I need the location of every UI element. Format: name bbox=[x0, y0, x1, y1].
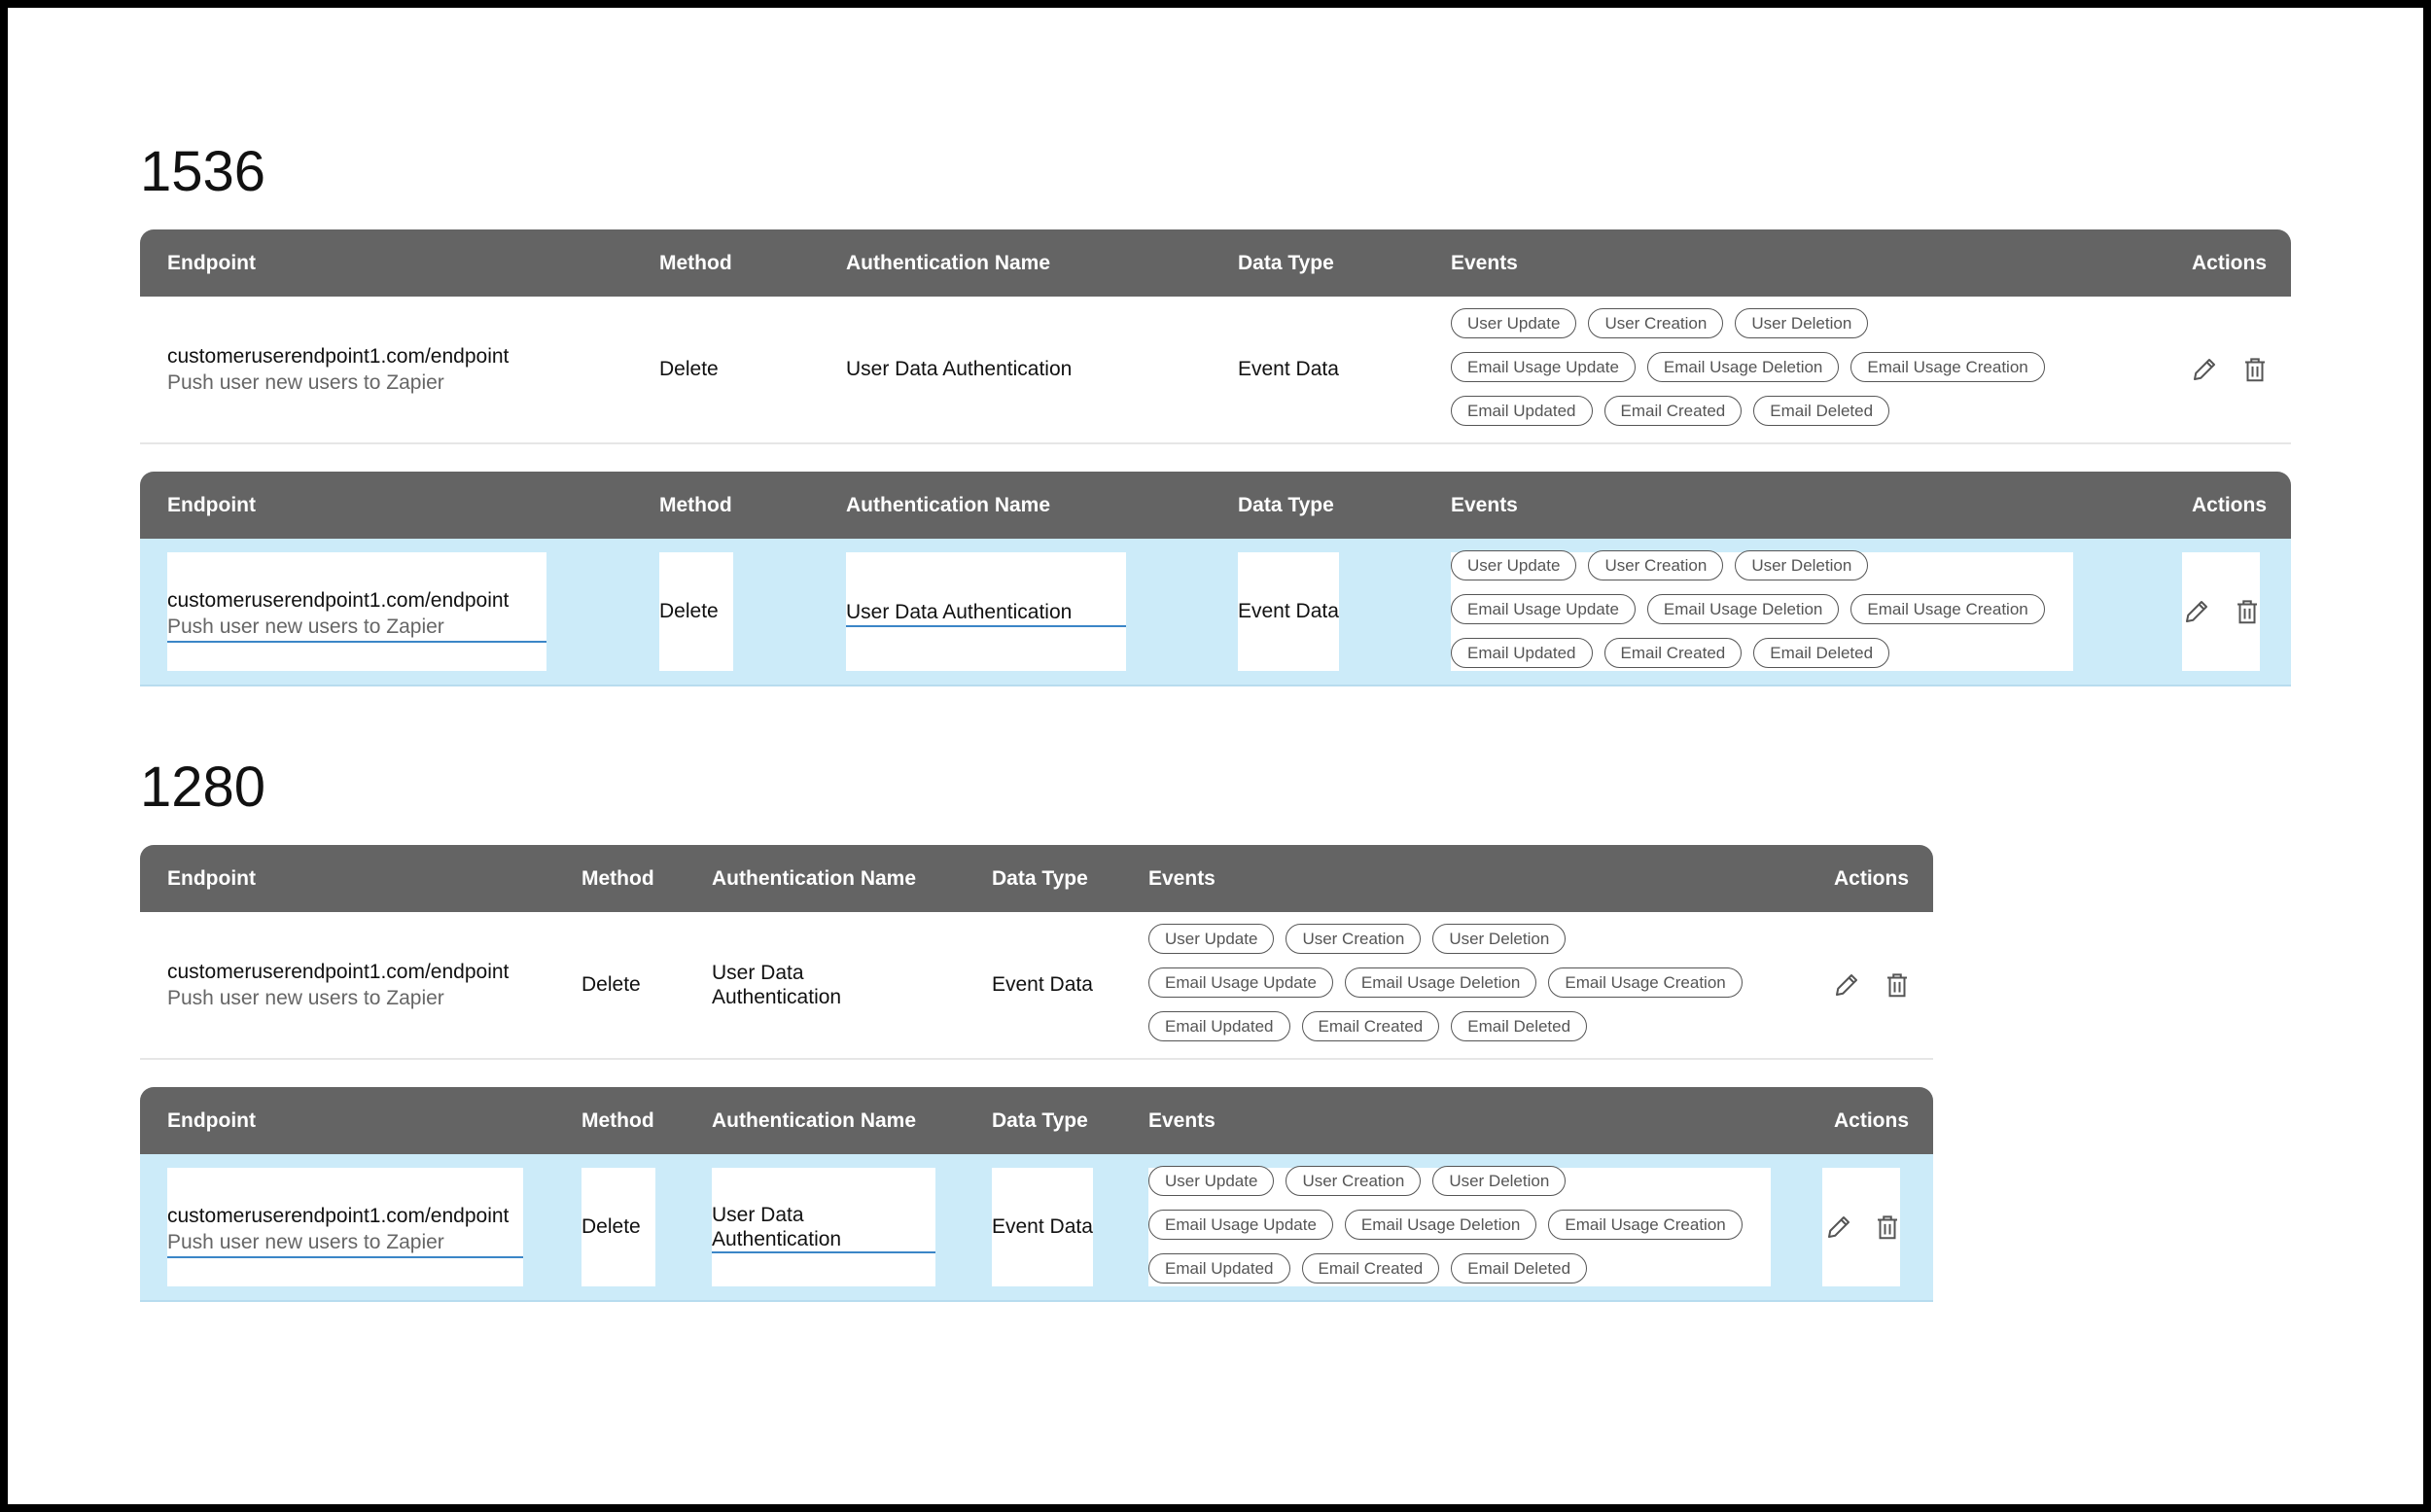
event-chip: User Update bbox=[1148, 924, 1274, 954]
event-chip-row bbox=[1148, 1253, 1743, 1285]
event-chip: User Deletion bbox=[1735, 308, 1868, 338]
event-chip[interactable]: Email Usage Deletion bbox=[1647, 594, 1839, 624]
data-type-cell: Event Data bbox=[1238, 358, 1339, 380]
event-chip[interactable]: User Update bbox=[1148, 1166, 1274, 1196]
event-chip[interactable]: Email Usage Update bbox=[1451, 594, 1636, 624]
event-chip-row bbox=[1148, 1210, 1743, 1242]
table-header bbox=[140, 472, 2291, 539]
event-chip[interactable]: Email Updated bbox=[1451, 638, 1593, 668]
header-events[interactable]: Events bbox=[1451, 252, 1518, 274]
auth-name-line: Authentication bbox=[712, 1228, 842, 1250]
event-chip-row bbox=[1451, 550, 2045, 582]
event-chip: User Update bbox=[1451, 308, 1576, 338]
webhook-table-edit bbox=[140, 1087, 1933, 1302]
trash-icon[interactable] bbox=[1883, 970, 1912, 1000]
header-endpoint[interactable]: Endpoint bbox=[167, 494, 256, 516]
event-chip: User Creation bbox=[1588, 308, 1723, 338]
method-select[interactable]: Delete bbox=[659, 552, 733, 671]
webhook-table bbox=[140, 229, 2291, 444]
header-endpoint[interactable]: Endpoint bbox=[167, 252, 256, 274]
data-type-select[interactable]: Event Data bbox=[1238, 552, 1339, 671]
endpoint-cell bbox=[167, 310, 556, 429]
event-chip: Email Created bbox=[1302, 1011, 1440, 1041]
section-title: 1280 bbox=[140, 756, 266, 819]
table-header bbox=[140, 845, 1933, 912]
endpoint-url: customeruserendpoint1.com/endpoint bbox=[167, 589, 510, 612]
event-chip[interactable]: Email Deleted bbox=[1753, 638, 1889, 668]
table-row-editing bbox=[140, 539, 2291, 686]
method-cell: Delete bbox=[659, 358, 719, 380]
event-chip-row bbox=[1148, 1166, 1743, 1198]
event-chip[interactable]: Email Usage Deletion bbox=[1345, 1210, 1536, 1240]
header-actions: Actions bbox=[2192, 494, 2268, 516]
event-chip: Email Usage Update bbox=[1451, 352, 1636, 382]
auth-name-line: User Data bbox=[712, 1204, 804, 1226]
header-events[interactable]: Events bbox=[1148, 867, 1216, 890]
auth-name-cell: User Data Authentication bbox=[846, 358, 1073, 380]
header-method[interactable]: Method bbox=[581, 1109, 654, 1132]
event-chip-row bbox=[1148, 924, 1743, 956]
header-auth-name[interactable]: Authentication Name bbox=[712, 1109, 917, 1132]
header-data-type[interactable]: Data Type bbox=[1238, 494, 1334, 516]
header-endpoint[interactable]: Endpoint bbox=[167, 1109, 256, 1132]
event-chip-row bbox=[1451, 308, 2045, 340]
webhook-table bbox=[140, 845, 1933, 1060]
endpoint-description: Push user new users to Zapier bbox=[167, 615, 444, 638]
event-chip: Email Usage Creation bbox=[1548, 967, 1742, 998]
event-chip[interactable]: User Creation bbox=[1286, 1166, 1421, 1196]
header-auth-name[interactable]: Authentication Name bbox=[846, 252, 1051, 274]
event-chip: Email Usage Creation bbox=[1850, 352, 2044, 382]
event-chip-row bbox=[1148, 1011, 1743, 1043]
table-header bbox=[140, 229, 2291, 297]
event-chip-row bbox=[1451, 352, 2045, 384]
event-chip: Email Usage Deletion bbox=[1647, 352, 1839, 382]
header-events[interactable]: Events bbox=[1451, 494, 1518, 516]
method-cell: Delete bbox=[581, 973, 641, 996]
events-cell bbox=[1451, 308, 2045, 440]
header-method[interactable]: Method bbox=[581, 867, 654, 890]
event-chip[interactable]: Email Created bbox=[1604, 638, 1743, 668]
table-row bbox=[140, 297, 2291, 444]
pencil-icon[interactable] bbox=[2190, 355, 2219, 384]
event-chip[interactable]: Email Usage Update bbox=[1148, 1210, 1333, 1240]
header-data-type[interactable]: Data Type bbox=[1238, 252, 1334, 274]
table-row-editing bbox=[140, 1154, 1933, 1302]
event-chip: Email Updated bbox=[1148, 1011, 1290, 1041]
event-chip[interactable]: User Deletion bbox=[1432, 1166, 1566, 1196]
event-chip-row bbox=[1148, 967, 1743, 1000]
endpoint-url: customeruserendpoint1.com/endpoint bbox=[167, 1205, 510, 1227]
event-chip: User Creation bbox=[1286, 924, 1421, 954]
events-cell bbox=[1148, 924, 1743, 1055]
actions-cell bbox=[1822, 1168, 1900, 1286]
trash-icon[interactable] bbox=[2233, 597, 2262, 626]
pencil-icon[interactable] bbox=[1832, 970, 1861, 1000]
table-row bbox=[140, 912, 1933, 1060]
event-chip: Email Deleted bbox=[1753, 396, 1889, 426]
event-chip[interactable]: Email Usage Creation bbox=[1548, 1210, 1742, 1240]
event-chip-row bbox=[1451, 396, 2045, 428]
header-auth-name[interactable]: Authentication Name bbox=[846, 494, 1051, 516]
endpoint-url: customeruserendpoint1.com/endpoint bbox=[167, 345, 510, 368]
section-title: 1536 bbox=[140, 140, 266, 203]
canvas bbox=[8, 8, 2423, 1504]
event-chip[interactable]: User Creation bbox=[1588, 550, 1723, 580]
method-select[interactable]: Delete bbox=[581, 1168, 655, 1286]
header-actions: Actions bbox=[2192, 252, 2268, 274]
header-auth-name[interactable]: Authentication Name bbox=[712, 867, 917, 890]
event-chip: Email Usage Deletion bbox=[1345, 967, 1536, 998]
event-chip: Email Created bbox=[1604, 396, 1743, 426]
event-chip-row bbox=[1451, 594, 2045, 626]
event-chip: Email Updated bbox=[1451, 396, 1593, 426]
event-chip[interactable]: Email Created bbox=[1302, 1253, 1440, 1283]
event-chip: Email Usage Update bbox=[1148, 967, 1333, 998]
event-chip-row bbox=[1451, 638, 2045, 670]
data-type-select[interactable]: Event Data bbox=[992, 1168, 1093, 1286]
event-chip[interactable]: User Update bbox=[1451, 550, 1576, 580]
header-events[interactable]: Events bbox=[1148, 1109, 1216, 1132]
endpoint-description: Push user new users to Zapier bbox=[167, 987, 444, 1009]
auth-name-input[interactable] bbox=[846, 552, 1126, 671]
endpoint-url: customeruserendpoint1.com/endpoint bbox=[167, 961, 510, 983]
endpoint-input[interactable] bbox=[167, 1168, 523, 1286]
auth-name-value: User Data Authentication bbox=[846, 599, 1126, 627]
endpoint-description: Push user new users to Zapier bbox=[167, 371, 444, 394]
header-actions: Actions bbox=[1834, 867, 1910, 890]
auth-name-cell bbox=[712, 926, 841, 1044]
endpoint-cell bbox=[167, 926, 556, 1044]
webhook-table-edit bbox=[140, 472, 2291, 686]
event-chip: User Deletion bbox=[1432, 924, 1566, 954]
auth-name-value bbox=[712, 1203, 935, 1253]
trash-icon[interactable] bbox=[2240, 355, 2270, 384]
endpoint-description: Push user new users to Zapier bbox=[167, 1231, 444, 1253]
data-type-cell: Event Data bbox=[992, 973, 1093, 996]
table-header bbox=[140, 1087, 1933, 1154]
event-chip[interactable]: User Deletion bbox=[1735, 550, 1868, 580]
event-chip[interactable]: Email Deleted bbox=[1451, 1253, 1587, 1283]
events-cell bbox=[1451, 550, 2045, 682]
actions-cell bbox=[2182, 552, 2260, 671]
auth-name-line: Authentication bbox=[712, 986, 842, 1008]
header-endpoint[interactable]: Endpoint bbox=[167, 867, 256, 890]
auth-name-input[interactable] bbox=[712, 1168, 935, 1286]
endpoint-input[interactable] bbox=[167, 552, 546, 671]
trash-icon[interactable] bbox=[1873, 1213, 1902, 1242]
header-method[interactable]: Method bbox=[659, 252, 732, 274]
auth-name-line: User Data bbox=[712, 962, 804, 984]
header-method[interactable]: Method bbox=[659, 494, 732, 516]
header-data-type[interactable]: Data Type bbox=[992, 1109, 1088, 1132]
header-data-type[interactable]: Data Type bbox=[992, 867, 1088, 890]
pencil-icon[interactable] bbox=[1824, 1213, 1853, 1242]
events-cell bbox=[1148, 1166, 1743, 1297]
header-actions: Actions bbox=[1834, 1109, 1910, 1132]
pencil-icon[interactable] bbox=[2182, 597, 2211, 626]
event-chip[interactable]: Email Usage Creation bbox=[1850, 594, 2044, 624]
event-chip[interactable]: Email Updated bbox=[1148, 1253, 1290, 1283]
event-chip: Email Deleted bbox=[1451, 1011, 1587, 1041]
